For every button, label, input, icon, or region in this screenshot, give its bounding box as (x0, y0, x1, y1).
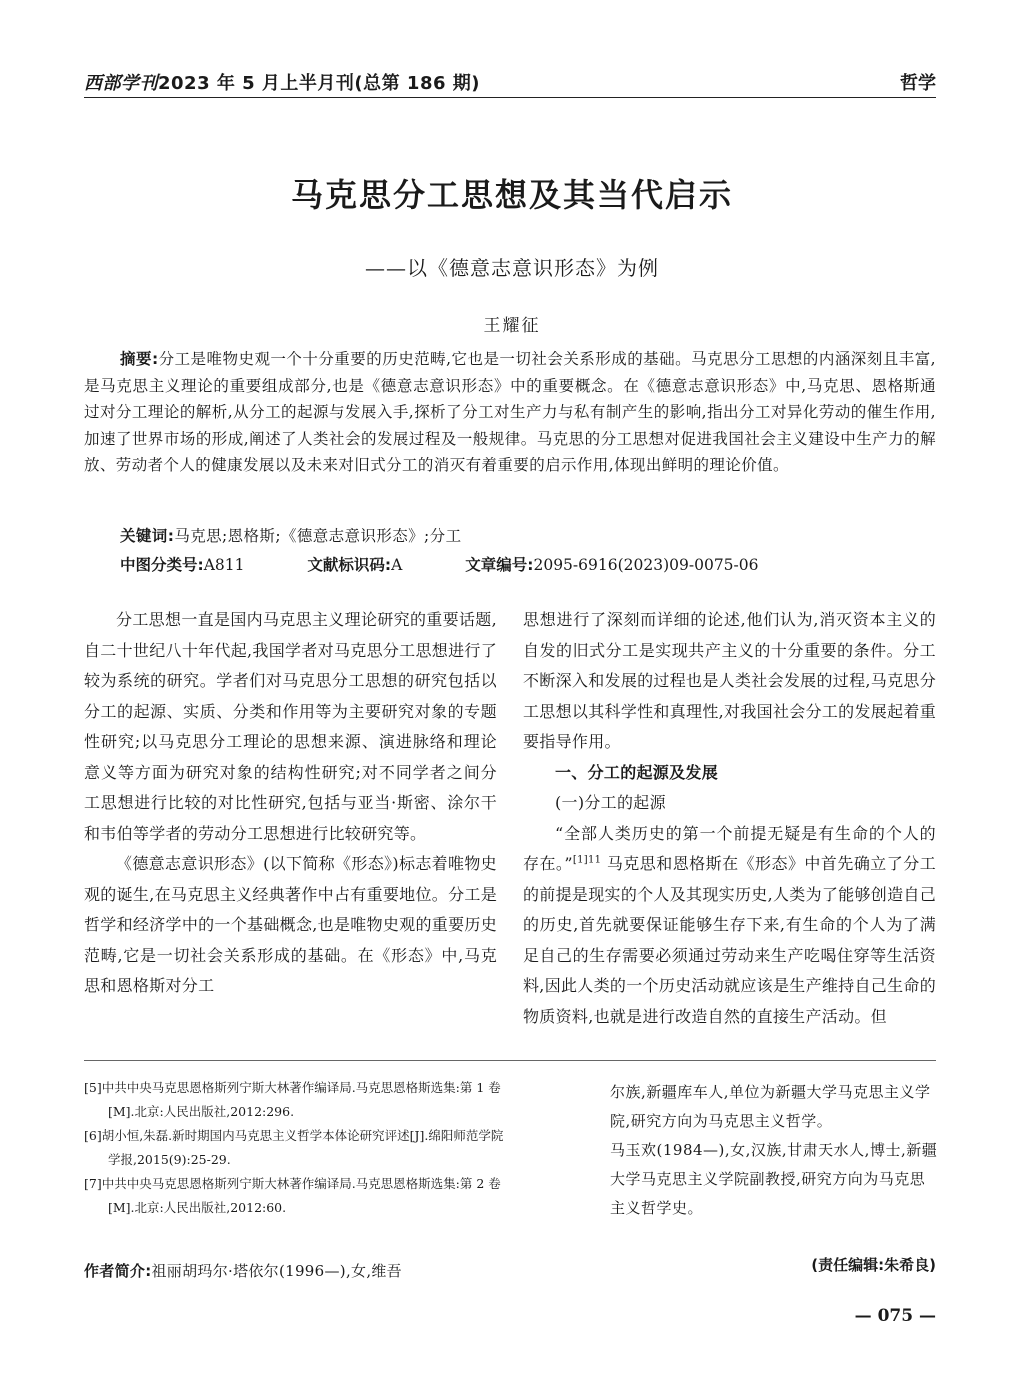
running-header (84, 69, 480, 95)
citation-mark: [1]11 (572, 854, 602, 866)
clc-number: 中图分类号:A811 (120, 556, 245, 574)
subsection-heading: (一)分工的起源 (555, 793, 666, 812)
abstract (84, 346, 936, 479)
article-author: 王耀征 (483, 316, 541, 336)
reference-item: [6]胡小恒,朱磊.新时期国内马克思主义哲学本体论研究评述[J].绵阳师范学院学报,2015(9):25-29. (84, 1128, 504, 1167)
section-label: 哲学 (900, 73, 936, 94)
keywords-text: 马克思;恩格斯;《德意志意识形态》;分工 (174, 527, 462, 545)
body-column-right (523, 605, 936, 1032)
reference-item: [7]中共中央马克思恩格斯列宁斯大林著作编译局.马克思恩格斯选集:第 2 卷[M].北京:人民出版社,2012:60. (84, 1176, 501, 1215)
journal-logo: 西部学刊 (84, 73, 158, 94)
article-number: 文章编号:2095-6916(2023)09-0075-06 (465, 556, 759, 574)
body-paragraph: 《德意志意识形态》(以下简称《形态》)标志着唯物史观的诞生,在马克思主义经典著作中占有重要地位。分工是哲学和经济学中的一个基础概念,也是唯物史观的重要历史范畴,它是一切社会关系形成的基础。在《形态》中,马克思和恩格斯对分工 (84, 854, 497, 995)
responsible-editor: (责任编辑:朱希良) (811, 1256, 936, 1274)
document-code: 文献标识码:A (307, 556, 403, 574)
page-number: — 075 — (854, 1306, 936, 1326)
author-bio-continued: 尔族,新疆库车人,单位为新疆大学马克思主义学院,研究方向为马克思主义哲学。 马玉欢(1984—),女,汉族,甘肃天水人,博士,新疆大学马克思主义学院副教授,研究方向为马克思主义哲学史。 (610, 1083, 938, 1217)
article-subtitle: ——以《德意志意识形态》为例 (365, 256, 659, 280)
body-paragraph: 思想进行了深刻而详细的论述,他们认为,消灭资本主义的自发的旧式分工是实现共产主义的十分重要的条件。分工不断深入和发展的过程也是人类社会发展的过程,马克思分工思想以其科学性和真理性,对我国社会分工的发展起着重要指导作用。 (523, 610, 936, 751)
section-heading: 一、分工的起源及发展 (555, 762, 719, 782)
author-bio-label: 作者简介: (84, 1262, 152, 1280)
body-paragraph: 分工思想一直是国内马克思主义理论研究的重要话题,自二十世纪八十年代起,我国学者对马克思分工思想进行了较为系统的研究。学者们对马克思分工思想的研究包括以分工的起源、实质、分类和作用等为主要研究对象的专题性研究;以马克思分工理论的思想来源、演进脉络和理论意义等方面为研究对象的结构性研究;对不同学者之间分工思想进行比较的对比性研究,包括与亚当·斯密、涂尔干和韦伯等学者的劳动分工思想进行比较研究等。 (84, 610, 497, 843)
body-column-left (84, 605, 497, 1002)
header-divider (84, 97, 936, 98)
abstract-text: 分工是唯物史观一个十分重要的历史范畴,它也是一切社会关系形成的基础。马克思分工思想的内涵深刻且丰富,是马克思主义理论的重要组成部分,也是《德意志意识形态》中的重要概念。在《德意志意识形态》中,马克思、恩格斯通过对分工理论的解析,从分工的起源与发展入手,探析了分工对生产力与私有制产生的影响,指出分工对异化劳动的催生作用,加速了世界市场的形成,阐述了人类社会的发展过程及一般规律。马克思的分工思想对促进我国社会主义建设中生产力的解放、劳动者个人的健康发展以及未来对旧式分工的消灭有着重要的启示作用,体现出鲜明的理论价值。 (84, 350, 936, 474)
keywords-label: 关键词: (120, 527, 175, 545)
classification-row (120, 553, 940, 575)
keywords (120, 524, 461, 546)
article-title: 马克思分工思想及其当代启示 (290, 176, 733, 214)
author-bio-start: 作者简介:祖丽胡玛尔·塔依尔(1996—),女,维吾 (84, 1262, 402, 1280)
reference-item: [5]中共中央马克思恩格斯列宁斯大林著作编译局.马克思恩格斯选集:第 1 卷[M].北京:人民出版社,2012:296. (84, 1080, 501, 1119)
reference-list (84, 1076, 504, 1220)
abstract-label: 摘要: (120, 350, 159, 368)
footnote-divider (84, 1060, 936, 1061)
issue-info: 2023 年 5 月上半月刊(总第 186 期) (158, 73, 480, 94)
body-paragraph: “全部人类历史的第一个前提无疑是有生命的个人的存在。”$^{[1]11}$ 马克思和恩格斯在《形态》中首先确立了分工的前提是现实的个人及其现实历史,人类为了能够创造自己的历史,首先就要保证能够生存下来,有生命的个人为了满足自己的生存需要必须通过劳动来生产吃喝住穿等生活资料,因此人类的一个历史活动就应该是生产维持自己生命的物质资料,也就是进行改造自然的直接生产活动。但 (523, 823, 936, 1026)
